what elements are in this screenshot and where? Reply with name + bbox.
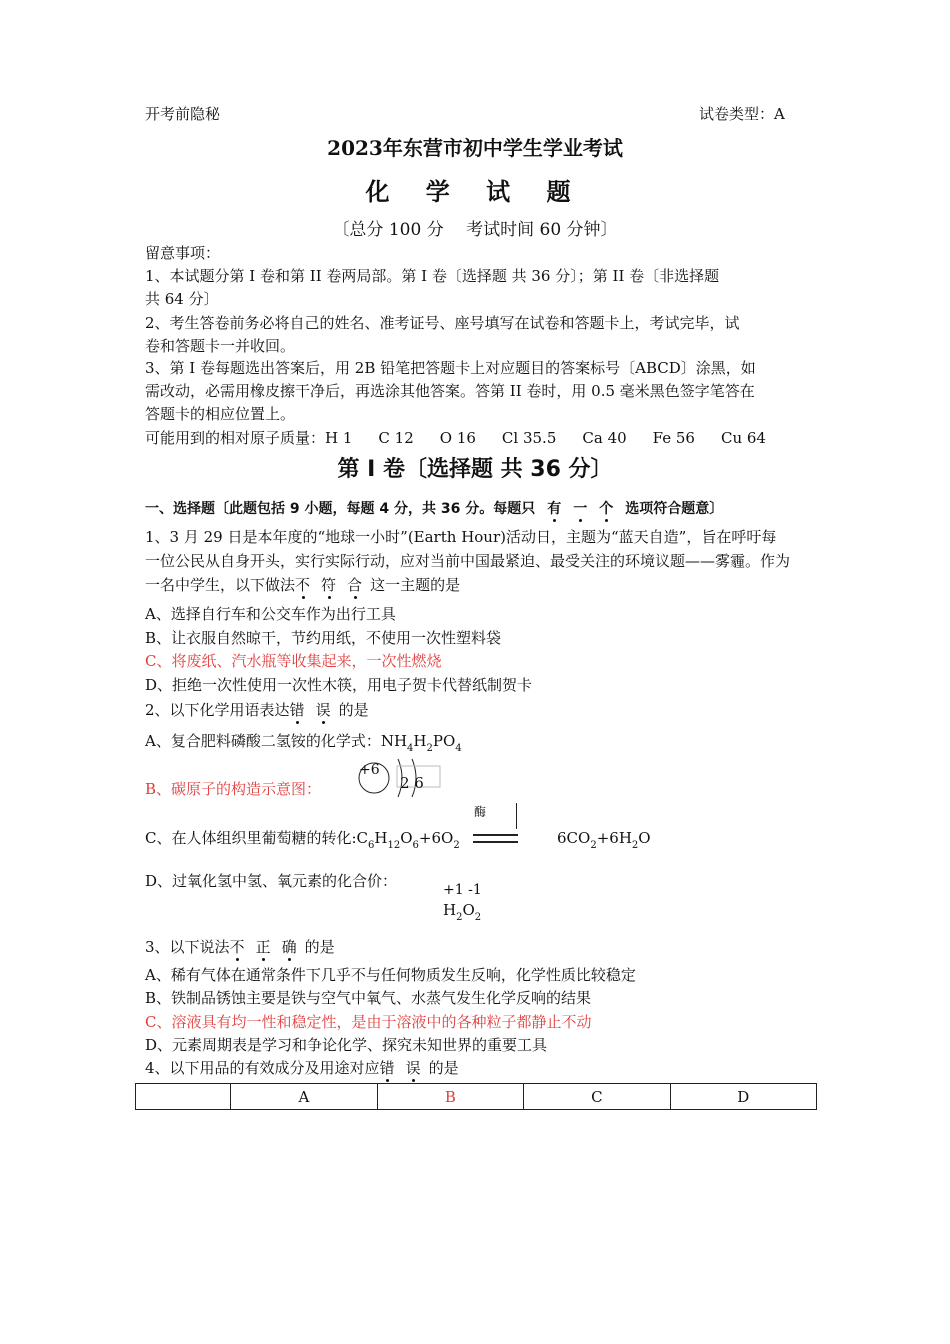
section-instruction: 一、选择题〔此题包括 9 小题，每题 4 分，共 36 分。每题只 有 一 个 选项符合题意〕 (145, 501, 724, 517)
q1-option-d: D、拒绝一次性使用一次性木筷，用电子贺卡代替纸制贺卡 (145, 676, 533, 694)
atomic-item: H 1 (325, 429, 353, 447)
table-header-cell: C (524, 1084, 670, 1110)
note-3b: 需改动，必需用橡皮擦干净后，再选涂其他答案。答第 II 卷时，用 0.5 毫米黑色签字笔答在 (145, 382, 755, 400)
equals-line-bottom (473, 841, 518, 843)
table-header-cell: A (231, 1084, 377, 1110)
q2-option-b-answer: B、碳原子的构造示意图： (145, 780, 322, 798)
equals-line-top (473, 834, 518, 836)
q2-option-d: D、过氧化氢中氢、氧元素的化合价： (145, 872, 398, 890)
nucleus-charge: +6 (359, 762, 380, 778)
reaction-products: $6CO_2+6H_2O$ (557, 829, 651, 851)
emphasis-char: 误 (405, 1059, 421, 1077)
q2-option-a: A、复合肥料磷酸二氢铵的化学式：$NH_4H_2PO_4$ (145, 732, 462, 754)
note-1a: 1、本试题分第 I 卷和第 II 卷两局部。第 I 卷〔选择题 共 36 分〕；第 II 卷〔非选择题 (145, 267, 720, 285)
emphasis-char: 不 (229, 938, 245, 956)
note-1b: 共 64 分〕 (145, 290, 219, 308)
header-left: 开考前隐秘 (145, 105, 221, 123)
header-right: 试卷类型：A (699, 105, 785, 123)
emphasis-char: 误 (315, 701, 331, 719)
q4-options-table (135, 1083, 817, 1110)
notes-heading: 留意事项： (145, 244, 221, 262)
q3-option-d: D、元素周期表是学习和争论化学、探究未知世界的重要工具 (145, 1036, 548, 1054)
emphasis-char: 个 (599, 501, 614, 517)
q3-option-c-answer: C、溶液具有均一性和稳定性，是由于溶液中的各种粒子都静止不动 (145, 1013, 592, 1031)
emphasis-char: 一 (573, 501, 588, 517)
note-3a: 3、第 I 卷每题选出答案后，用 2B 铅笔把答题卡上对应题目的答案标号〔ABCD〕涂黑，如 (145, 359, 756, 377)
atomic-item: O 16 (439, 429, 476, 447)
table-header-cell-answer: B (377, 1084, 523, 1110)
q2-stem: 2、以下化学用语表达错 误 的是 (145, 701, 369, 719)
emphasis-char: 正 (255, 938, 271, 956)
emphasis-char: 符 (321, 576, 337, 594)
q4-stem: 4、以下用品的有效成分及用途对应错 误 的是 (145, 1059, 459, 1077)
q1-option-a: A、选择自行车和公交车作为出行工具 (145, 605, 396, 623)
table-row (136, 1084, 817, 1110)
note-3c: 答题卡的相应位置上。 (145, 405, 296, 423)
reaction-bar (516, 803, 517, 829)
atomic-item: Fe 56 (652, 429, 695, 447)
note-2b: 卷和答题卡一并收回。 (145, 337, 296, 355)
catalyst-label: 酶 (474, 805, 487, 819)
atomic-item: Ca 40 (582, 429, 627, 447)
note-2a: 2、考生答卷前务必将自己的姓名、准考证号、座号填写在试卷和答题卡上，考试完毕，试 (145, 314, 740, 332)
h2o2-formula: $H_2O_2$ (443, 901, 482, 923)
atomic-masses (145, 428, 766, 448)
q3-option-b: B、铁制品锈蚀主要是铁与空气中氧气、水蒸气发生化学反响的结果 (145, 989, 592, 1007)
electron-shells: 2 6 (400, 774, 424, 792)
atomic-item: C 12 (378, 429, 414, 447)
emphasis-char: 确 (281, 938, 297, 956)
table-header-cell: D (670, 1084, 816, 1110)
q1-option-b: B、让衣服自然晾干，节约用纸，不使用一次性塑料袋 (145, 629, 502, 647)
exam-title: 2023年东营市初中学生学业考试 (327, 136, 623, 160)
emphasis-char: 错 (379, 1059, 395, 1077)
emphasis-char: 有 (547, 501, 562, 517)
section-title: 第 I 卷〔选择题 共 36 分〕 (337, 457, 613, 482)
subject-title: 化 学 试 题 (365, 177, 585, 206)
emphasis-char: 合 (347, 576, 363, 594)
q1-stem-b: 一位公民从自身开头，实行实际行动，应对当前中国最紧迫、最受关注的环境议题——雾霾。作为 (145, 552, 791, 570)
table-header-cell (136, 1084, 231, 1110)
atomic-label: 可能用到的相对原子质量： (145, 429, 326, 447)
atomic-item: Cl 35.5 (501, 429, 557, 447)
q1-option-c-answer: C、将废纸、汽水瓶等收集起来，一次性燃烧 (145, 652, 442, 670)
exam-meta: 〔总分 100 分 考试时间 60 分钟〕 (332, 220, 618, 240)
emphasis-char: 错 (289, 701, 305, 719)
atomic-item: Cu 64 (720, 429, 766, 447)
q2-option-c: C、在人体组织里葡萄糖的转化$:C_6H_{12}O_6+6O_2$ (145, 829, 460, 851)
q3-option-a: A、稀有气体在通常条件下几乎不与任何物质发生反响，化学性质比较稳定 (145, 966, 636, 984)
q1-stem-c: 一名中学生，以下做法不 符 合 这一主题的是 (145, 576, 461, 594)
q1-stem-a: 1、3 月 29 日是本年度的“地球一小时”(Earth Hour)活动日，主题为“蓝天自造”，旨在呼吁每 (145, 528, 777, 546)
q3-stem: 3、以下说法不 正 确 的是 (145, 938, 335, 956)
valence-marks: +1 -1 (443, 882, 482, 898)
emphasis-char: 不 (295, 576, 311, 594)
